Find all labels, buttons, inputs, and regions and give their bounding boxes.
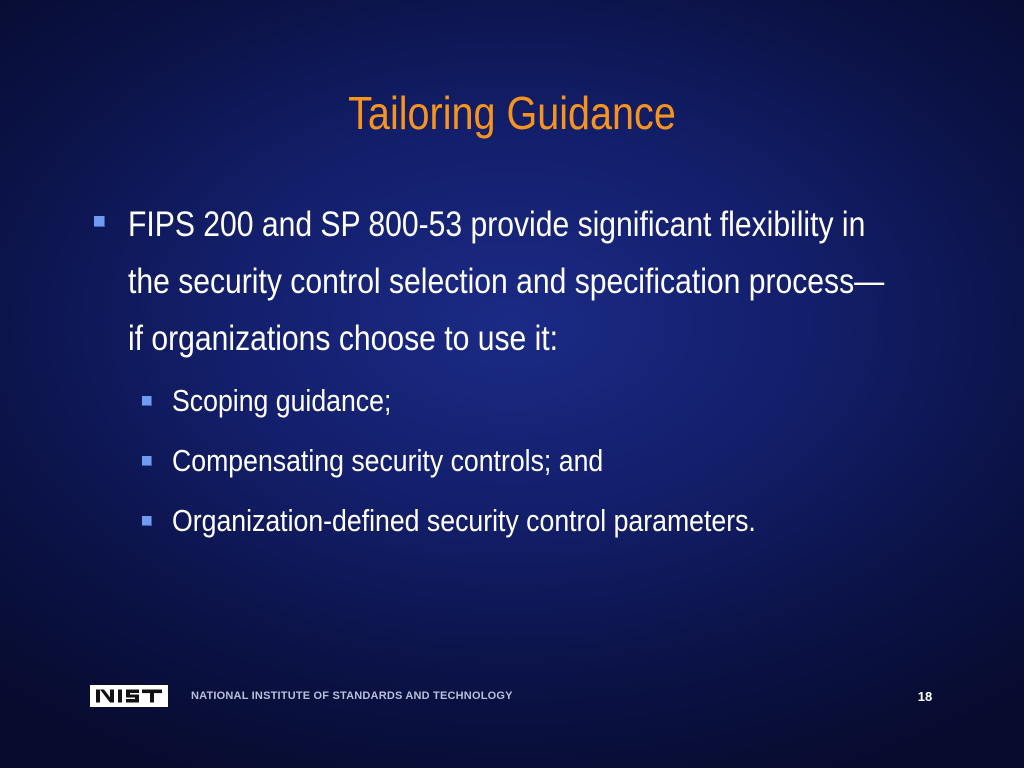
nist-logo-icon — [93, 688, 165, 704]
sub-bullet-item — [134, 381, 960, 421]
square-bullet-icon — [142, 396, 152, 406]
slide-title: Tailoring Guidance — [348, 87, 676, 139]
sub-bullet-list — [90, 381, 960, 541]
sub-bullet-item — [134, 441, 960, 481]
sub-bullet-text: Organization-defined security control parameters. — [172, 503, 756, 538]
bullet-text: FIPS 200 and SP 800-53 provide significant flexibility in the security control selection and specification process—if organizations choose to use it: — [128, 205, 885, 358]
bullet-list — [90, 196, 960, 561]
square-bullet-icon — [142, 456, 152, 466]
organization-name: NATIONAL INSTITUTE OF STANDARDS AND TECHNOLOGY — [191, 690, 513, 702]
nist-logo — [90, 685, 168, 707]
sub-bullet-item — [134, 501, 960, 541]
page-number: 18 — [917, 689, 933, 704]
sub-bullet-text: Compensating security controls; and — [172, 443, 604, 478]
square-bullet-icon — [142, 516, 152, 526]
sub-bullet-text: Scoping guidance; — [172, 383, 392, 418]
bullet-item — [90, 196, 960, 367]
square-bullet-icon — [94, 216, 105, 227]
